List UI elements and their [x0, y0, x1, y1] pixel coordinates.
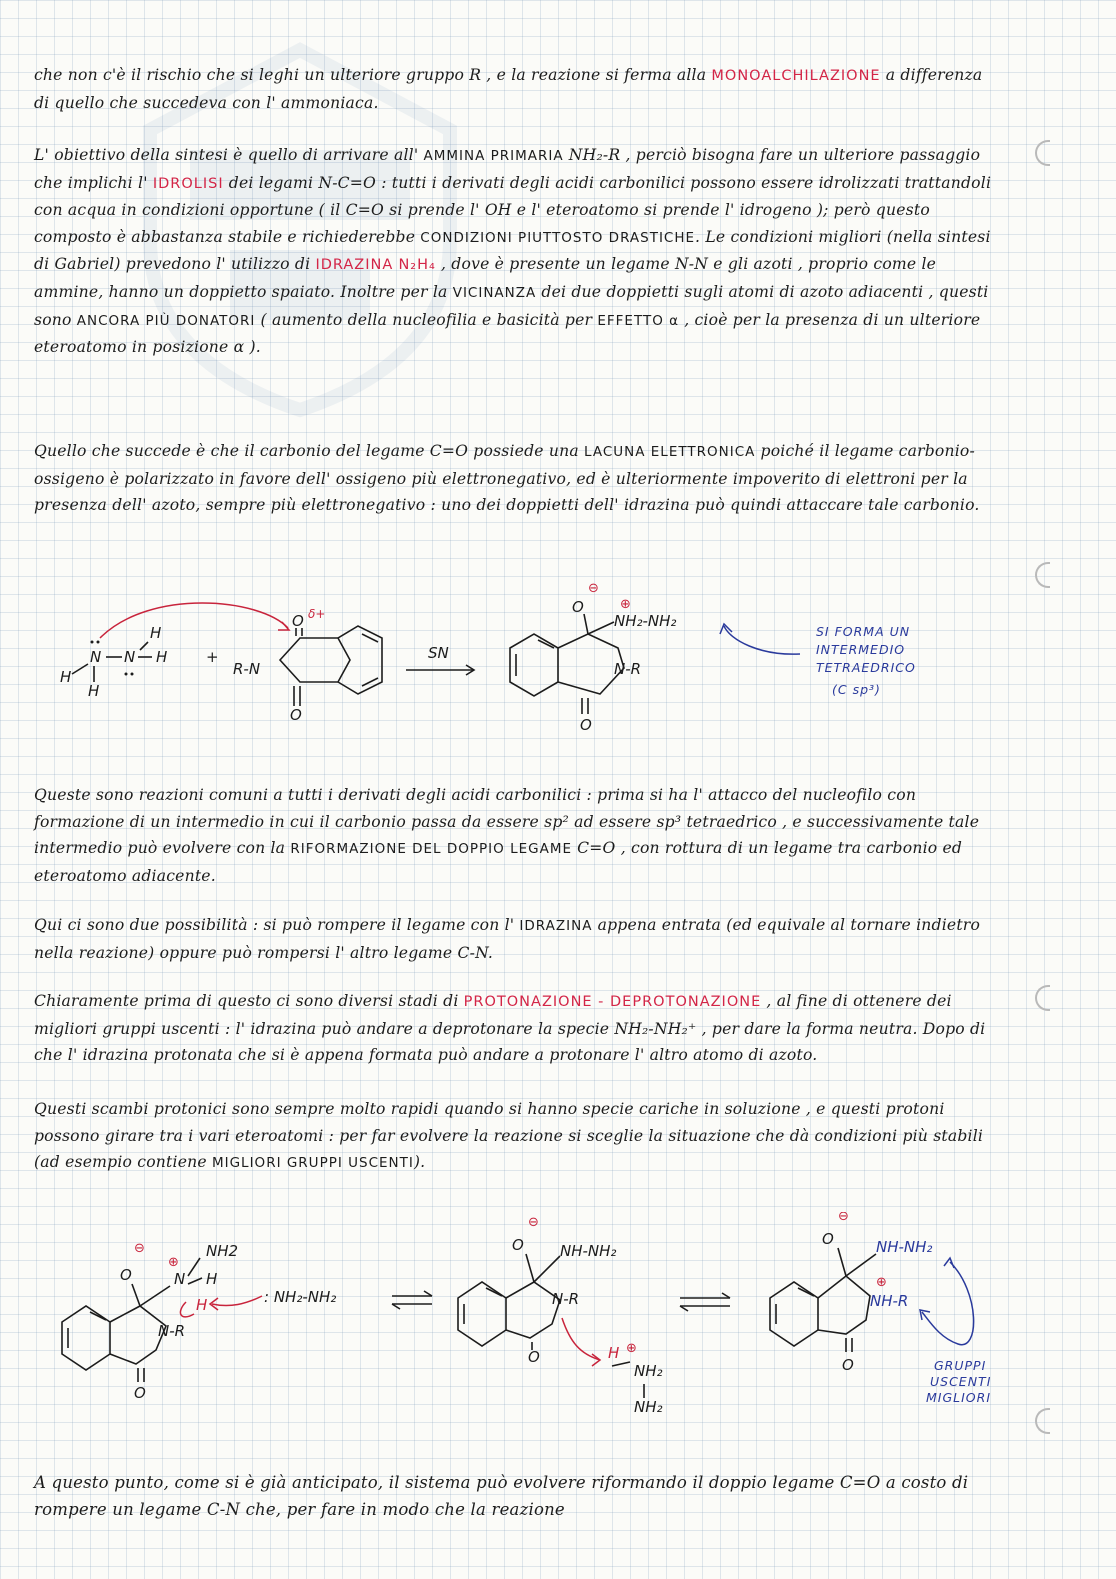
attack-arrow: [100, 603, 288, 638]
text: Queste sono reazioni comuni a tutti i derivati degli acidi carbonilici : prima si ha l' attacco del nucleofilo con formazione di un intermedio in cui il carbonio passa da essere sp² ad essere sp³ tetraedrico , e successivamente tale intermedio può evolvere con la: [34, 786, 980, 858]
note-line: (C sp³): [832, 682, 881, 697]
species-2-oxygen: O: [512, 1236, 524, 1254]
highlight-idrazina: IDRAZINA: [315, 257, 394, 274]
binder-ring: [1035, 562, 1050, 588]
text: Questi scambi protonici sono sempre molto rapidi quando si hanno specie cariche in soluzione , e questi protoni possono girare tra i vari eteroatomi : per far evolvere la reazione si sceglie la situazione che dà condizioni più stabili (ad esempio contiene: [34, 1100, 984, 1172]
text: a differenza di quello che succedeva con l' ammoniaca.: [34, 66, 983, 112]
hydrazine-h: H: [150, 624, 162, 642]
text: Qui ci sono due possibilità : si può rompere il legame con l': [34, 916, 520, 934]
note-line: TETRAEDRICO: [816, 660, 916, 675]
species-1-h-red: H: [196, 1296, 208, 1314]
product-oxygen: O: [572, 598, 584, 616]
hydrazine-n1: N: [90, 648, 102, 666]
imide-o-top: O: [292, 612, 304, 630]
highlight-n2h4: N₂H₄: [398, 257, 436, 274]
free-hydrazine: : NH₂-NH₂: [264, 1288, 337, 1306]
paragraph-2: [34, 142, 994, 361]
note-line: INTERMEDIO: [816, 642, 906, 657]
imide-skeleton: [280, 626, 382, 706]
species-1-nh2: NH2: [206, 1242, 239, 1260]
text: C=O , con rottura di un legame tra carbonio ed eteroatomo adiacente.: [34, 839, 963, 885]
text: ( aumento della nucleofilia e basicità per: [255, 310, 598, 329]
text: , al fine di ottenere dei migliori gruppi uscenti : l' idrazina può andare a deprotonare la specie NH₂-NH₂⁺ , per dare la forma neutra. Dopo di che l' idrazina protonata che si è appena formata può andare a protonare l' altro atomo di azoto.: [34, 992, 986, 1065]
text: appena entrata (ed equivale al tornare indietro nella reazione) oppure può rompersi l' altro legame C-N.: [34, 916, 981, 962]
species-3-nhr: NH-R: [870, 1292, 909, 1310]
term-lacuna-elettronica: LACUNA ELETTRONICA: [584, 444, 756, 460]
species-1-h: H: [206, 1270, 218, 1288]
minus-charge: ⊖: [528, 1215, 539, 1230]
text: , dove è presente un legame N-N e gli azoti , proprio come le ammine, hanno un doppietto spaiato. Inoltre per la: [34, 255, 937, 301]
hydrazine-h: H: [156, 648, 168, 666]
hydrazine-n2: N: [124, 648, 136, 666]
text: . Le condizioni migliori (nella sintesi di Gabriel) prevedono l' utilizzo di: [34, 227, 991, 274]
species-2-nh2b: NH₂: [634, 1398, 663, 1416]
note-line: MIGLIORI: [926, 1390, 992, 1405]
annotation-arrow: [724, 626, 800, 654]
term-ancora-piu-donatori: ANCORA PIÙ DONATORI: [76, 312, 256, 329]
species-1-n: N: [174, 1270, 186, 1288]
hydrazine-bonds: [72, 642, 152, 682]
highlight-protonazione: PROTONAZIONE - DEPROTONAZIONE: [463, 994, 762, 1010]
text: L' obiettivo della sintesi è quello di arrivare all': [34, 146, 424, 164]
equilibrium-arrows: [392, 1291, 432, 1309]
species-1-carbonyl-o: O: [134, 1384, 146, 1402]
term-condizioni-drastiche: CONDIZIONI PIUTTOSTO DRASTICHE: [420, 229, 696, 246]
paragraph-4: [34, 782, 994, 889]
text: dei due doppietti sugli atomi di azoto adiacenti , questi sono: [34, 282, 989, 329]
minus-charge: ⊖: [134, 1241, 145, 1256]
hydrazine-h: H: [88, 682, 100, 700]
product-nr: N-R: [614, 660, 642, 678]
term-riformazione: RIFORMAZIONE DEL DOPPIO LEGAME: [290, 841, 572, 858]
text: Quello che succede è che il carbonio del legame C=O possiede una: [34, 442, 585, 460]
imide-o-bottom: O: [290, 706, 302, 724]
plus-charge: ⊕: [168, 1255, 179, 1270]
leaving-groups-arrow: [922, 1262, 974, 1345]
text: A questo punto, come si è già anticipato, il sistema può evolvere riformando il doppio legame C=O a costo di rompere un legame C-N che, per fare in modo che la reazione: [34, 1473, 969, 1519]
deprotonation-arrow: [212, 1296, 262, 1306]
paragraph-6: [34, 988, 994, 1069]
product-carbonyl-o: O: [580, 716, 592, 734]
reaction-scheme-1: [40, 578, 1000, 738]
delta-plus-label: δ+: [308, 607, 326, 621]
plus-sign: +: [206, 648, 219, 666]
equilibrium-arrows: [680, 1293, 730, 1311]
term-effetto-alfa: EFFETTO α: [597, 312, 680, 329]
text: poiché il legame carbonio-ossigeno è polarizzato in favore dell' ossigeno più elettronegativo, ed è ulteriormente impoverito di elettroni per la presenza dell' azoto, sempre più elettronegativo : uno dei doppietti dell' idrazina può quindi attaccare tale carbonio.: [34, 442, 980, 515]
reaction-scheme-2: [40, 1212, 1010, 1422]
text: , cioè per la presenza di un ulteriore eteroatomo in posizione α ).: [34, 310, 981, 357]
product-nh2nh2: NH₂-NH₂: [614, 612, 677, 630]
minus-charge: ⊖: [838, 1212, 849, 1224]
species-2-nh2a: NH₂: [634, 1362, 663, 1380]
text: che non c'è il rischio che si leghi un ulteriore gruppo R , e la reazione si ferma alla: [34, 66, 712, 84]
text: NH₂-R , perciò bisogna fare un ulteriore passaggio che implichi l': [34, 146, 981, 192]
species-3-nhnh2: NH-NH₂: [876, 1238, 933, 1256]
binder-ring: [1035, 140, 1050, 166]
plus-charge: ⊕: [620, 597, 631, 612]
text: Chiaramente prima di questo ci sono diversi stadi di: [34, 992, 464, 1010]
note-line: GRUPPI: [934, 1358, 987, 1373]
paragraph-5: [34, 912, 994, 966]
paragraph-3: [34, 438, 994, 519]
text: ).: [413, 1153, 426, 1172]
paragraph-7: [34, 1096, 994, 1177]
term-vicinanza: VICINANZA: [452, 284, 537, 301]
species-3-oxygen: O: [822, 1230, 834, 1248]
species-3-skeleton: [770, 1248, 876, 1352]
product-skeleton: [510, 614, 624, 714]
term-migliori-gruppi-uscenti: MIGLIORI GRUPPI USCENTI: [211, 1155, 414, 1172]
species-1-nr: N-R: [158, 1322, 186, 1340]
note-line: USCENTI: [930, 1374, 992, 1389]
hydrazine-h: H: [60, 668, 72, 686]
species-2-h: H: [608, 1344, 620, 1362]
note-line: SI FORMA UN: [816, 624, 911, 639]
plus-charge: ⊕: [626, 1341, 637, 1356]
term-idrazina: IDRAZINA: [519, 918, 593, 934]
binder-ring: [1035, 1408, 1050, 1434]
term-ammina-primaria: AMMINA PRIMARIA: [423, 148, 564, 164]
species-3-carbonyl-o: O: [842, 1356, 854, 1374]
species-1-oxygen: O: [120, 1266, 132, 1284]
highlight-idrolisi: IDROLISI: [152, 175, 224, 192]
species-2-nhnh2: NH-NH₂: [560, 1242, 617, 1260]
proton-arrow: [180, 1302, 194, 1317]
protonation-arrow: [562, 1318, 600, 1360]
species-2-nr: N-R: [552, 1290, 580, 1308]
paragraph-1: [34, 62, 994, 116]
paragraph-8: [34, 1470, 994, 1523]
imide-rn: R-N: [233, 660, 261, 678]
species-2-carbonyl-o: O: [528, 1348, 540, 1366]
minus-charge: ⊖: [588, 581, 599, 596]
sn-label: SN: [428, 644, 449, 662]
highlight-monoalchilazione: MONOALCHILAZIONE: [711, 68, 881, 84]
text: dei legami N-C=O : tutti i derivati degli acidi carbonilici possono essere idrolizzati trattandoli con acqua in condizioni opportune ( il C=O si prende l' OH e l' eteroatomo si prende l' idrogeno ); però questo composto è abbastanza stabile e richiederebbe: [34, 173, 992, 246]
plus-charge: ⊕: [876, 1275, 887, 1290]
binder-ring: [1035, 985, 1050, 1011]
species-2-skeleton: [458, 1254, 644, 1398]
